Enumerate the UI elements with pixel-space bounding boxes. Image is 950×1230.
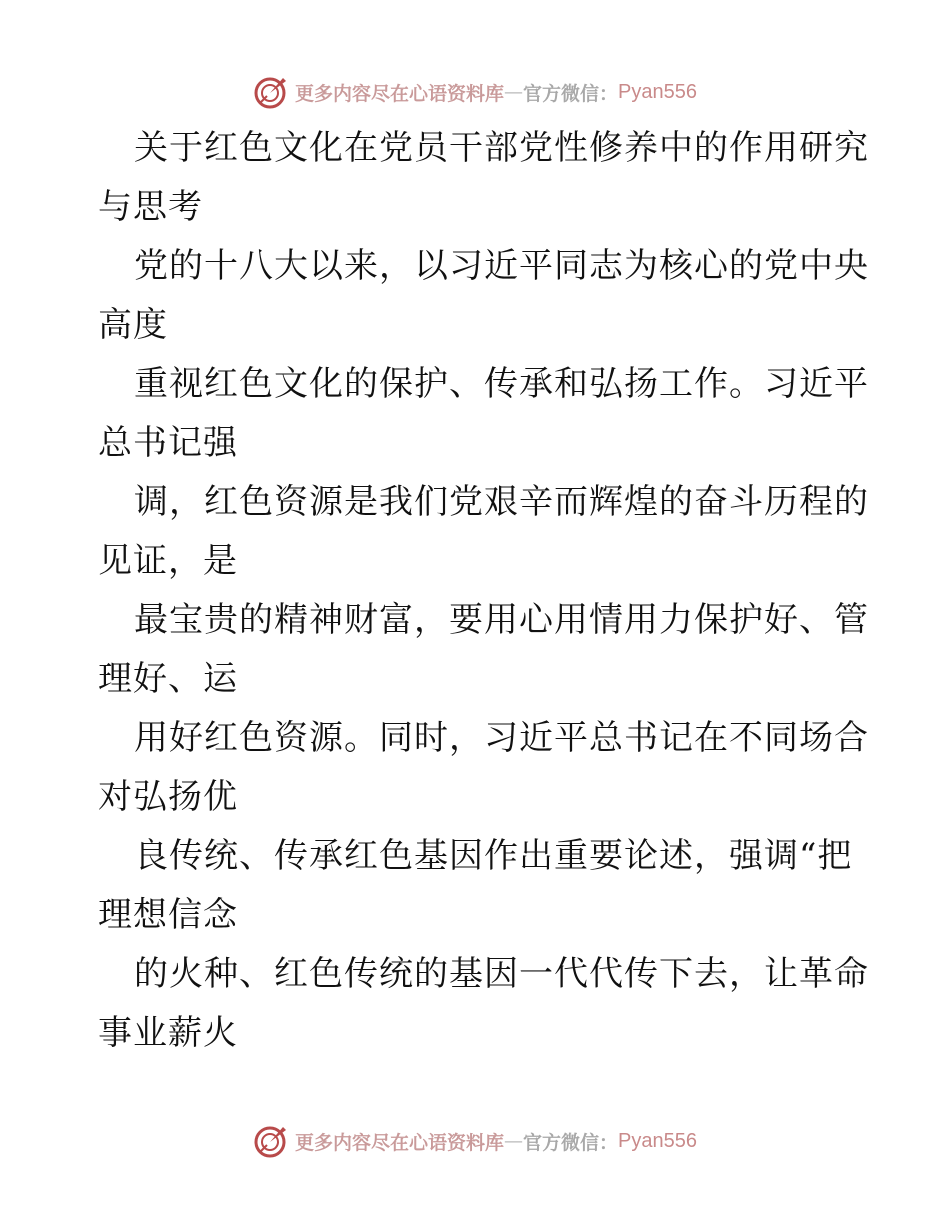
header-separator: — <box>504 81 524 103</box>
pen-nib-seal-icon <box>253 1123 289 1159</box>
body-line: 的火种、红色传统的基因一代代传下去，让革命 <box>134 954 869 994</box>
footer-site-text: 更多内容尽在心语资料库 <box>295 1131 505 1154</box>
header-site-text: 更多内容尽在心语资料库 <box>295 82 505 105</box>
body-line: 重视红色文化的保护、传承和弘扬工作。习近平 <box>134 364 869 404</box>
body-line: 总书记强 <box>98 423 238 463</box>
body-line: 与思考 <box>98 187 203 227</box>
footer-separator: — <box>504 1130 524 1152</box>
body-line: 最宝贵的精神财富，要用心用情用力保护好、管 <box>134 600 869 640</box>
body-line: 理好、运 <box>98 659 238 699</box>
body-line: 理想信念 <box>98 895 238 935</box>
body-line: 关于红色文化在党员干部党性修养中的作用研究 <box>134 128 869 168</box>
header-banner-inner <box>253 74 697 110</box>
pen-nib-seal-icon <box>253 74 289 110</box>
body-line: 事业薪火 <box>98 1013 238 1053</box>
footer-wechat-label: 官方微信： <box>523 1131 619 1154</box>
header-wechat-id: Pyan556 <box>618 80 697 103</box>
body-text <box>98 119 869 1063</box>
body-line: 高度 <box>98 305 168 345</box>
body-line: 用好红色资源。同时，习近平总书记在不同场合 <box>134 718 869 758</box>
header-banner <box>0 72 950 112</box>
footer-wechat-id: Pyan556 <box>618 1129 697 1152</box>
body-line: 良传统、传承红色基因作出重要论述，强调“把 <box>134 836 853 876</box>
body-line: 见证，是 <box>98 541 238 581</box>
footer-banner <box>0 1121 950 1161</box>
footer-banner-inner <box>253 1123 697 1159</box>
body-line: 调，红色资源是我们党艰辛而辉煌的奋斗历程的 <box>134 482 869 522</box>
body-line: 对弘扬优 <box>98 777 238 817</box>
header-wechat-label: 官方微信： <box>523 82 619 105</box>
body-line: 党的十八大以来，以习近平同志为核心的党中央 <box>134 246 869 286</box>
